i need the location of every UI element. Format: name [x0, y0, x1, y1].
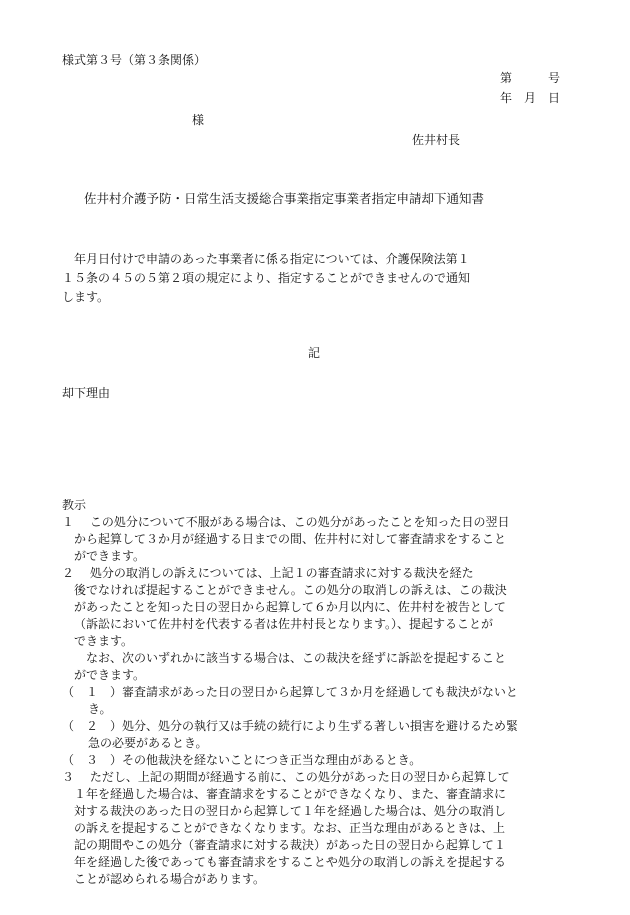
notice-line: があったことを知った日の翌日から起算して６か月以内に、佐井村を被告として: [74, 600, 506, 614]
notice-line: 記の期間やこの処分（審査請求に対する裁決）があった日の翌日から起算して１: [74, 838, 506, 852]
document-title: 佐井村介護予防・日常生活支援総合事業指定事業者指定申請却下通知書: [84, 191, 485, 206]
notice-line: （ １ ）審査請求があった日の翌日から起算して３か月を経過しても裁決がないと: [62, 685, 518, 699]
notice-line: （訴訟において佐井村を代表する者は佐井村長となります。）、提起することが: [74, 617, 494, 631]
notice-line: 急の必要があるとき。: [88, 736, 208, 750]
notice-line: ことが認められる場合があります。: [74, 872, 266, 886]
body-line: １５条の４５の５第２項の規定により、指定することができませんので通知: [62, 271, 471, 285]
body-line: します。: [62, 290, 110, 304]
body-paragraph: [62, 250, 582, 307]
notice-line: １ この処分について不服がある場合は、この処分があったことを知った日の翌日: [62, 515, 510, 529]
notice-line: から起算して３か月が経過する日までの間、佐井村に対して審査請求をすること: [74, 532, 507, 546]
notice-section: [62, 497, 572, 888]
notice-line: 年を経過した後であっても審査請求をすることや処分の取消しの訴えを提起する: [74, 855, 506, 869]
document-number: 第 号: [500, 71, 561, 85]
addressee: 様: [192, 113, 205, 127]
notice-line: ２ 処分の取消しの訴えについては、上記１の審査請求に対する裁決を経た: [62, 566, 474, 580]
body-line: 年月日付けで申請のあった事業者に係る指定については、介護保険法第１: [62, 252, 470, 266]
form-number: 様式第３号（第３条関係）: [62, 53, 207, 67]
notice-line: ３ ただし、上記の期間が経過する前に、この処分があった日の翌日から起算して: [62, 770, 510, 784]
ki-heading: 記: [308, 346, 321, 360]
notice-line: なお、次のいずれかに該当する場合は、この裁決を経ずに訴訟を提起すること: [74, 651, 507, 665]
notice-line: （ ２ ）処分、処分の執行又は手続の続行により生ずる著しい損害を避けるため緊: [62, 719, 519, 733]
notice-line: （ ３ ）その他裁決を経ないことにつき正当な理由があるとき。: [62, 753, 422, 767]
notice-line: の訴えを提起することができなくなります。なお、正当な理由があるときは、上: [74, 821, 506, 835]
reason-heading: 却下理由: [62, 386, 111, 400]
notice-line: ができます。: [74, 549, 146, 563]
notice-line: 後でなければ提起することができません。この処分の取消しの訴えは、この裁決: [74, 583, 507, 597]
notice-line: １年を経過した場合は、審査請求をすることができなくなり、また、審査請求に: [74, 787, 507, 801]
notice-heading: 教示: [62, 498, 87, 512]
notice-line: き。: [88, 702, 112, 716]
document-date: 年 月 日: [500, 91, 561, 105]
notice-line: ができます。: [74, 668, 146, 682]
issuer-name: 佐井村長: [412, 133, 461, 147]
notice-line: できます。: [74, 634, 134, 648]
notice-line: 対する裁決のあった日の翌日から起算して１年を経過した場合は、処分の取消し: [74, 804, 506, 818]
